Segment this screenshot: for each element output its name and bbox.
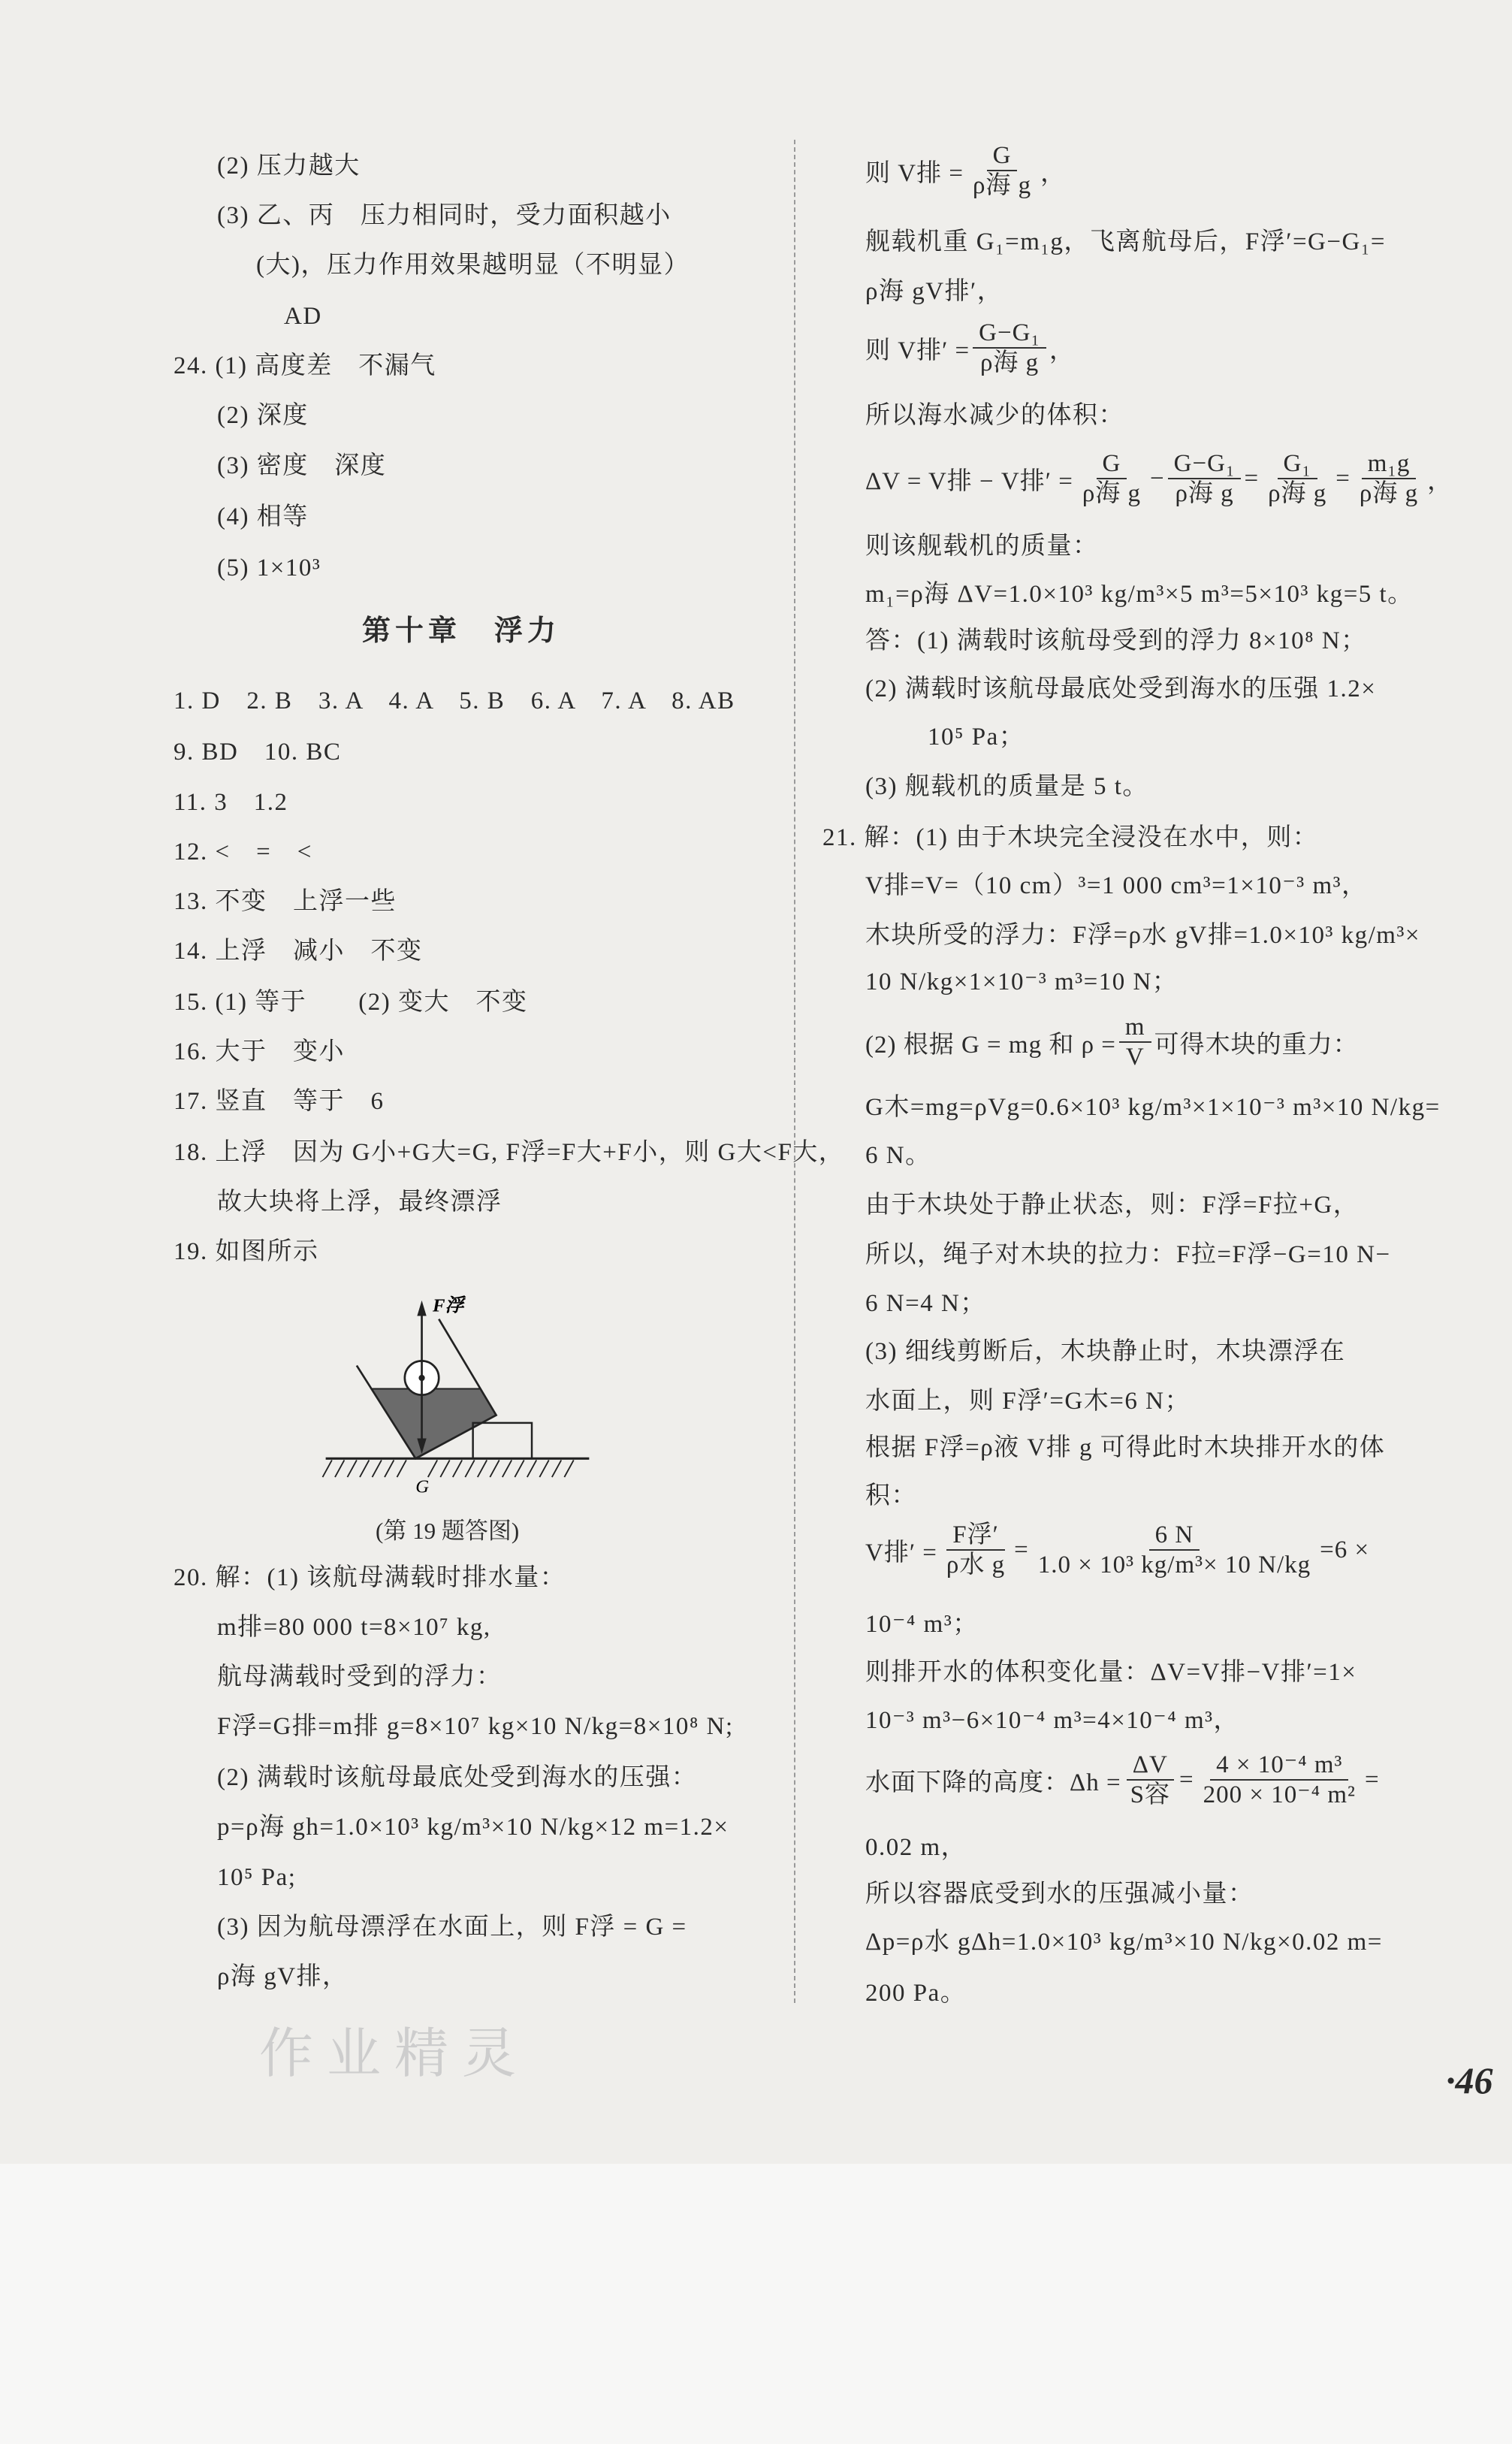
denominator: S容 — [1130, 1781, 1170, 1808]
answer-line: 所以，绳子对木块的拉力：F拉=F浮−G=10 N− — [865, 1241, 1391, 1268]
answer-line: 16. 大于 变小 — [174, 1038, 345, 1065]
answer-line: (4) 相等 — [217, 503, 309, 530]
page-number: ·46 — [1446, 2059, 1493, 2101]
fraction — [1354, 449, 1424, 508]
answer-line: 则该舰载机的质量： — [865, 533, 1099, 560]
answer-line: 17. 竖直 等于 6 — [174, 1088, 385, 1115]
numerator: 6 N — [1149, 1521, 1200, 1551]
numerator: G−G₁ — [1168, 449, 1242, 479]
fraction-suffix: 可得木块的重力： — [1154, 1031, 1359, 1059]
answer-line: 由于木块处于静止状态，则：F浮=F拉+G， — [865, 1192, 1360, 1219]
answer-line: 答：(1) 满载时该航母受到的浮力 8×10⁸ N； — [865, 627, 1367, 654]
answer-line: p=ρ海 gh=1.0×10³ kg/m³×10 N/kg×12 m=1.2× — [217, 1814, 729, 1841]
fraction-suffix: =6 × — [1320, 1536, 1370, 1563]
watermark: 作业精灵 — [259, 2022, 530, 2085]
answer-line: (3) 乙、丙 压力相同时，受力面积越小 — [217, 202, 671, 229]
answer-line: 所以海水减少的体积： — [865, 402, 1124, 429]
denominator: 1.0 × 10³ kg/m³× 10 N/kg — [1037, 1551, 1311, 1578]
fraction-line — [865, 449, 1453, 508]
answer-line: F浮=G排=m排 g=8×10⁷ kg×10 N/kg=8×10⁸ N; — [217, 1713, 734, 1740]
answer-line: (3) 因为航母漂浮在水面上，则 F浮 = G = — [217, 1914, 687, 1941]
support-block — [473, 1423, 532, 1458]
answer-line: ρ海 gV排′， — [865, 278, 1003, 305]
fraction-line — [865, 319, 1075, 377]
fraction-prefix: 则 V排′ = — [865, 337, 970, 364]
fraction-line — [865, 141, 1066, 200]
numerator: G−G₁ — [973, 319, 1046, 349]
answer-line: (2) 压力越大 — [217, 153, 361, 180]
numerator: F浮′ — [946, 1521, 1005, 1551]
answer-line: 积： — [865, 1482, 917, 1509]
operator: = — [1244, 464, 1260, 492]
answer-line: 10⁵ Pa; — [217, 1864, 297, 1891]
answer-line: m排=80 000 t=8×10⁷ kg, — [217, 1614, 491, 1641]
answer-line: 木块所受的浮力：F浮=ρ水 gV排=1.0×10³ kg/m³× — [865, 922, 1420, 949]
numerator: 4 × 10⁻⁴ m³ — [1210, 1751, 1348, 1781]
figure-caption: (第 19 题答图) — [376, 1518, 520, 1544]
answer-line: 13. 不变 上浮一些 — [174, 888, 397, 915]
fraction-suffix: ， — [1427, 467, 1453, 495]
answer-line: G木=mg=ρVg=0.6×10³ kg/m³×1×10⁻³ m³×10 N/kg= — [865, 1094, 1441, 1121]
answer-line: 故大块将上浮，最终漂浮 — [217, 1189, 502, 1216]
answer-line: 水面上，则 F浮′=G木=6 N； — [865, 1388, 1191, 1415]
answer-line: 10⁵ Pa； — [928, 724, 1025, 751]
answer-line: (3) 密度 深度 — [217, 452, 387, 479]
buoyancy-label: F浮 — [432, 1295, 464, 1316]
answer-line: 1. D 2. B 3. A 4. A 5. B 6. A 7. A 8. AB — [174, 687, 735, 714]
fraction — [973, 319, 1046, 377]
denominator: ρ海 g — [979, 349, 1040, 376]
fraction — [1032, 1521, 1317, 1579]
fraction — [1076, 449, 1147, 508]
answer-line: 21. 解：(1) 由于木块完全浸没在水中，则： — [822, 824, 1319, 851]
fraction-prefix: (2) 根据 G = mg 和 ρ = — [865, 1031, 1116, 1059]
answer-line: AD — [284, 303, 322, 330]
answer-line: (2) 深度 — [217, 402, 309, 429]
denominator: ρ海 g — [972, 172, 1032, 199]
answer-line: 19. 如图所示 — [174, 1238, 319, 1265]
operator: = — [1335, 464, 1351, 492]
answer-line: 12. < = < — [174, 838, 312, 866]
answer-line: (2) 满载时该航母最底处受到海水的压强： — [217, 1764, 698, 1791]
answer-line: 20. 解：(1) 该航母满载时排水量： — [174, 1564, 566, 1591]
answer-line: 9. BD 10. BC — [174, 739, 342, 766]
fraction — [1119, 1013, 1151, 1071]
answer-line: V排=V=（10 cm）³=1 000 cm³=1×10⁻³ m³， — [865, 872, 1368, 899]
answer-line: ρ海 gV排， — [217, 1963, 349, 1990]
answer-line: 根据 F浮=ρ液 V排 g 可得此时木块排开水的体 — [865, 1434, 1386, 1461]
answer-line: 15. (1) 等于 (2) 变大 不变 — [174, 989, 528, 1016]
answer-line: 所以容器底受到水的压强减小量： — [865, 1881, 1254, 1908]
answer-line: 10⁻⁴ m³； — [865, 1611, 979, 1638]
fraction-suffix: = — [1364, 1766, 1380, 1793]
answer-line: 11. 3 1.2 — [174, 789, 288, 816]
answer-line: (大)，压力作用效果越明显（不明显） — [256, 252, 690, 279]
numerator: G₁ — [1278, 449, 1317, 479]
answer-line: Δp=ρ水 gΔh=1.0×10³ kg/m³×10 N/kg×0.02 m= — [865, 1929, 1383, 1956]
operator: = — [1179, 1766, 1194, 1793]
denominator: ρ水 g — [946, 1551, 1006, 1578]
numerator: m₁g — [1362, 449, 1417, 479]
buoyancy-arrow-icon — [417, 1301, 426, 1316]
denominator: ρ海 g — [1359, 480, 1419, 507]
numerator: G — [987, 141, 1018, 171]
answer-line: (3) 舰载机的质量是 5 t。 — [865, 773, 1148, 800]
denominator: ρ海 g — [1082, 480, 1142, 507]
answer-line: 航母满载时受到的浮力： — [217, 1663, 502, 1690]
denominator: ρ海 g — [1268, 480, 1327, 507]
fraction — [1197, 1751, 1362, 1809]
answer-line: 10⁻³ m³−6×10⁻⁴ m³=4×10⁻⁴ m³， — [865, 1707, 1240, 1734]
operator: − — [1150, 464, 1165, 492]
operator: = — [1014, 1536, 1029, 1563]
fraction — [1168, 449, 1242, 508]
fraction-line — [865, 1751, 1380, 1809]
fraction — [1262, 449, 1332, 508]
numerator: m — [1119, 1013, 1151, 1043]
fraction — [940, 1521, 1011, 1579]
answer-line: 6 N=4 N； — [865, 1290, 986, 1317]
fraction-suffix: ， — [1040, 159, 1067, 187]
fraction — [1124, 1751, 1176, 1809]
answer-line: (2) 满载时该航母最底处受到海水的压强 1.2× — [865, 675, 1377, 702]
fraction-prefix: V排′ = — [865, 1539, 937, 1566]
answer-line: 则排开水的体积变化量：ΔV=V排−V排′=1× — [865, 1659, 1357, 1686]
answer-line: 0.02 m， — [865, 1834, 967, 1861]
answer-line: 18. 上浮 因为 G小+G大=G, F浮=F大+F小，则 G大<F大， — [174, 1139, 845, 1166]
answer-line: 6 N。 — [865, 1142, 931, 1169]
buoyancy-force-diagram — [310, 1280, 605, 1497]
gravity-label: G — [415, 1476, 430, 1497]
answer-line: m₁=ρ海 ΔV=1.0×10³ kg/m³×5 m³=5×10³ kg=5 t。 — [865, 581, 1414, 608]
denominator: ρ海 g — [1175, 480, 1234, 507]
chapter-heading: 第十章 浮力 — [362, 615, 561, 647]
fraction-prefix: ΔV = V排 − V排′ = — [865, 467, 1073, 495]
denominator: 200 × 10⁻⁴ m² — [1203, 1781, 1356, 1808]
answer-line: 14. 上浮 减小 不变 — [174, 938, 423, 965]
answer-line: 10 N/kg×1×10⁻³ m³=10 N； — [865, 968, 1179, 995]
answer-line: (3) 细线剪断后，木块静止时，木块漂浮在 — [865, 1338, 1346, 1365]
numerator: G — [1097, 449, 1127, 479]
fraction-line — [865, 1521, 1369, 1579]
fraction — [967, 141, 1037, 200]
column-divider — [794, 140, 795, 2003]
numerator: ΔV — [1127, 1751, 1174, 1781]
ground-hatching — [323, 1460, 574, 1477]
answer-line: (5) 1×10³ — [217, 554, 321, 582]
fraction-suffix: ， — [1049, 337, 1075, 364]
fraction-prefix: 则 V排 = — [865, 159, 964, 187]
answer-line: 舰载机重 G₁=m₁g，飞离航母后，F浮′=G−G₁= — [865, 228, 1386, 255]
answer-line: 200 Pa。 — [865, 1980, 967, 2007]
fraction-prefix: 水面下降的高度：Δh = — [865, 1769, 1121, 1796]
denominator: V — [1125, 1044, 1145, 1071]
fraction-line — [865, 1013, 1359, 1071]
answer-line: 24. (1) 高度差 不漏气 — [174, 352, 436, 379]
